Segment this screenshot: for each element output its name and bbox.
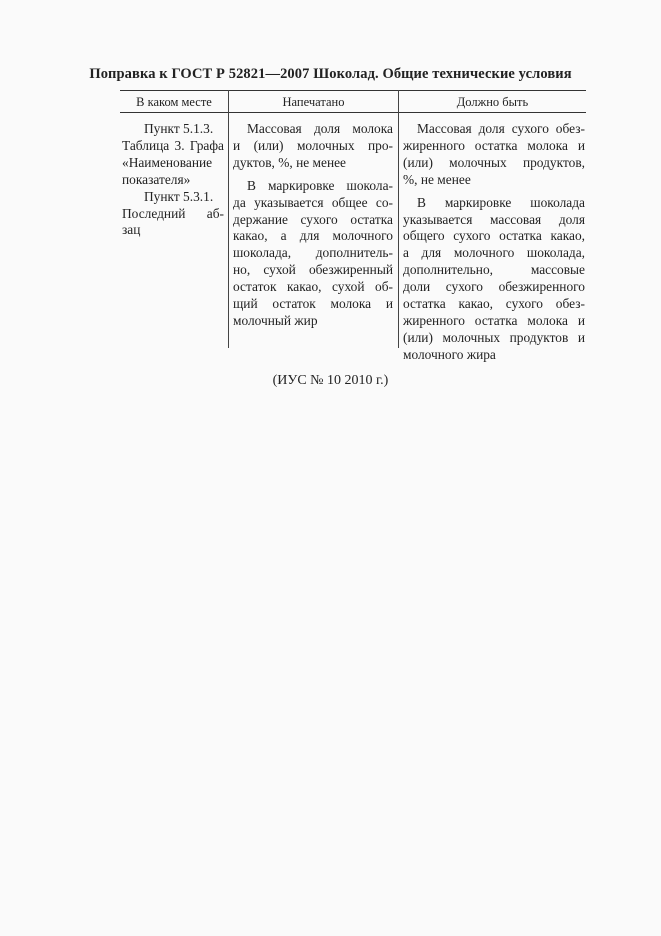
row-1-should-be-line-1: Массовая доля сухого обез-	[417, 121, 585, 136]
row-1-should-be	[403, 121, 585, 189]
table-header-rule	[120, 112, 586, 113]
table-top-rule	[120, 90, 586, 91]
row-1-where-line-3: «Наименование	[122, 154, 213, 170]
row-2-where-line-3: зац	[122, 222, 141, 238]
row-2-printed-line-2: да указывается общее со-	[233, 194, 393, 210]
row-2-should-be-line-1: В маркировке шоколада	[417, 194, 585, 210]
row-2-printed-line-4: какао, а для молочного	[233, 228, 393, 244]
column-where	[122, 121, 224, 239]
row-2-should-be-line-10: молочного жира	[403, 346, 496, 362]
row-2-printed-line-7: остаток какао, сухой об-	[233, 279, 393, 295]
header-where: В каком месте	[136, 95, 212, 109]
column-should-be	[403, 121, 585, 364]
row-2-should-be-line-9: (или) молочных продуктов и	[403, 329, 585, 345]
row-1-printed-line-2: и (или) молочных про-	[233, 137, 393, 153]
row-1-where-line-1: Пункт 5.1.3.	[144, 121, 214, 136]
row-1-where	[122, 121, 224, 189]
row-2-should-be-line-7: остатка какао, сухого обез-	[403, 296, 585, 312]
footer-reference: (ИУС № 10 2010 г.)	[272, 373, 389, 388]
row-2-should-be-line-8: жиренного остатка молока и	[403, 312, 585, 328]
row-1-printed-line-3: дуктов, %, не менее	[233, 154, 347, 170]
row-2-printed-line-9: молочный жир	[233, 312, 318, 328]
row-2-should-be-line-2: указывается массовая доля	[403, 211, 585, 227]
row-2-printed	[233, 178, 393, 330]
row-1-where-line-4: показателя»	[122, 171, 191, 187]
row-2-should-be-line-6: доли сухого обезжиренного	[403, 279, 585, 295]
row-2-where-line-2: Последний аб-	[122, 205, 224, 221]
row-2-where	[122, 189, 224, 240]
column-divider-1	[228, 90, 229, 348]
row-2-printed-line-1: В маркировке шокола-	[247, 177, 393, 193]
column-printed	[233, 121, 393, 330]
row-1-printed	[233, 121, 393, 172]
row-1-printed-line-1: Массовая доля молока	[247, 121, 393, 136]
header-should-be: Должно быть	[456, 95, 529, 109]
row-2-should-be-line-4: а для молочного шоколада,	[403, 245, 585, 261]
row-2-should-be-line-3: общего сухого остатка какао,	[403, 228, 585, 244]
row-1-should-be-line-3: (или) молочных продуктов,	[403, 154, 585, 170]
row-1-where-line-2: Таблица 3. Графа	[122, 137, 224, 153]
row-2-should-be-line-5: дополнительно, массовые	[403, 262, 585, 278]
header-printed: Напечатано	[282, 95, 345, 109]
row-2-printed-line-6: но, сухой обезжиренный	[233, 262, 393, 278]
row-2-should-be	[403, 195, 585, 364]
row-2-printed-line-8: щий остаток молока и	[233, 296, 393, 312]
row-2-printed-line-3: держание сухого остатка	[233, 211, 393, 227]
row-1-should-be-line-4: %, не менее	[403, 171, 471, 187]
row-2-printed-line-5: шоколада, дополнитель-	[233, 245, 393, 261]
row-1-should-be-line-2: жиренного остатка молока и	[403, 137, 585, 153]
correction-table	[120, 90, 586, 362]
column-divider-2	[398, 90, 399, 348]
page-title: Поправка к ГОСТ Р 52821—2007 Шоколад. Общие технические условия	[89, 66, 572, 82]
row-2-where-line-1: Пункт 5.3.1.	[144, 188, 214, 204]
